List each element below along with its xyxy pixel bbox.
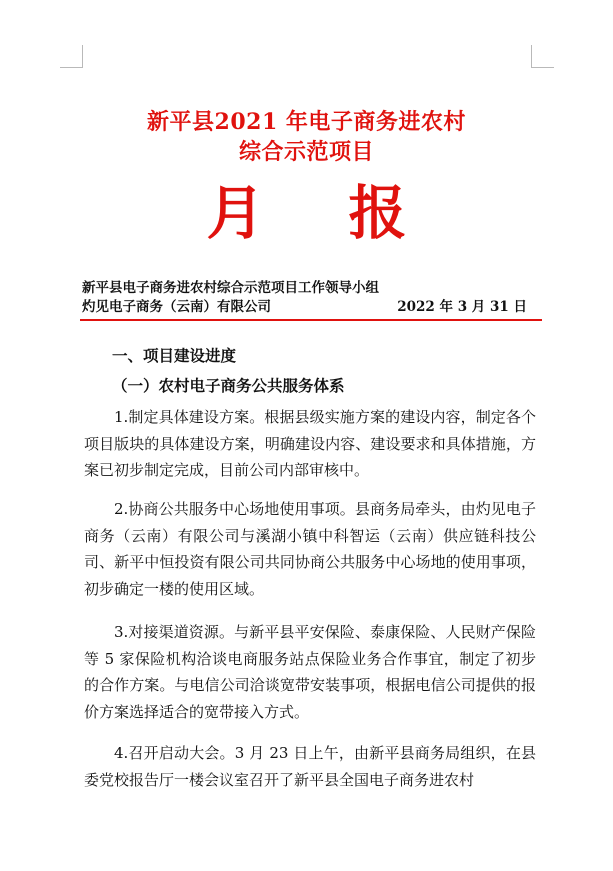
body-paragraph-3: 3.对接渠道资源。与新平县平安保险、泰康保险、人民财产保险等 5 家保险机构洽谈电商服务站点保险业务合作事宜，制定了初步的合作方案。与电信公司洽谈宽带安装事项，根据电信公司提供的报价方案选择适合的宽带接入方式。 <box>84 623 536 721</box>
body-paragraph-4: 4.召开启动大会。3 月 23 日上午，由新平县商务局组织，在县委党校报告厅一楼会议室召开了新平县全国电子商务进农村 <box>84 744 536 789</box>
header-divider-rule <box>80 319 542 321</box>
body-paragraph-2: 2.协商公共服务中心场地使用事项。县商务局牵头，由灼见电子商务（云南）有限公司与溪湖小镇中科智运（云南）供应链科技公司、新平中恒投资有限公司共同协商公共服务中心场地的使用事项，初步确定一楼的使用区域。 <box>84 500 536 598</box>
section-heading-project-progress: 一、项目建设进度 <box>112 346 237 365</box>
body-paragraph-1: 1.制定具体建设方案。根据县级实施方案的建设内容，制定各个项目版块的具体建设方案，明确建设内容、建设要求和具体措施，方案已初步制定完成，目前公司内部审核中。 <box>84 408 536 480</box>
crop-mark-top-left <box>60 45 83 68</box>
crop-mark-top-right <box>531 45 554 68</box>
report-title-line1: 新平县2021 年电子商务进农村 <box>147 109 466 135</box>
report-date: 2022 年 3 月 31 日 <box>397 299 527 315</box>
subsection-heading-public-service: （一）农村电子商务公共服务体系 <box>112 376 345 395</box>
monthly-report-char-report: 报 <box>348 179 407 247</box>
monthly-report-heading <box>0 180 613 246</box>
monthly-report-char-month: 月 <box>206 179 265 247</box>
issuer-line1: 新平县电子商务进农村综合示范项目工作领导小组 <box>82 280 379 296</box>
report-title-line2: 综合示范项目 <box>238 139 374 165</box>
issuer-line2: 灼见电子商务（云南）有限公司 <box>82 299 271 315</box>
